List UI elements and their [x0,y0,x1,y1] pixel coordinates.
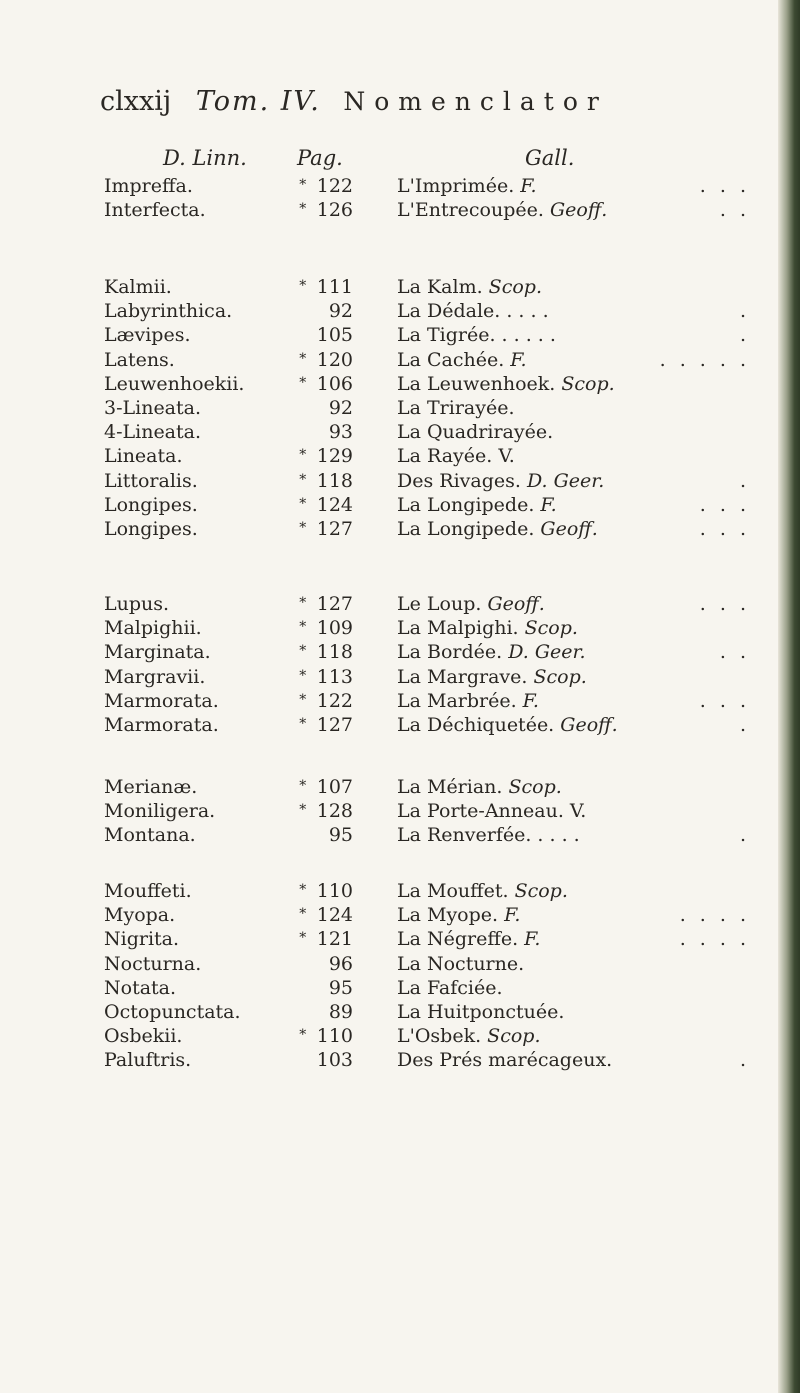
asterisk-mark: * [299,278,307,294]
latin-name: Mouffeti. [104,880,192,902]
asterisk-mark: * [299,350,307,367]
french-name [397,690,539,712]
page-value: 92 [322,397,353,419]
french-name [397,641,586,663]
french-name [397,445,515,467]
french-text: La Mérian. [397,776,503,798]
french-name [397,324,556,346]
french-text: L'Osbek. [397,1025,482,1048]
french-text: Des Prés marécageux. [397,1049,613,1072]
asterisk-mark: * [299,447,307,464]
french-text: La Leuwenhoek. [397,372,556,395]
leader-dots: . . [719,199,750,222]
page-value: 126 [310,199,353,222]
page-ref [283,175,353,197]
table-row [0,714,780,742]
asterisk-mark: * [299,1027,307,1044]
french-name [397,904,520,926]
page-ref [283,470,353,492]
leader-dots: . [739,714,750,736]
leader-dots: . . . [699,493,750,516]
page-value: 96 [322,952,353,975]
page-ref [283,928,353,950]
asterisk-mark: * [299,691,307,708]
author-abbrev: F. [504,348,527,371]
french-text: La Bordée. [397,641,503,664]
page-ref [283,666,353,688]
asterisk-mark: * [299,778,307,794]
page-value: 127 [310,714,353,736]
page-value: 95 [322,976,353,999]
column-header-linnaeus: D. Linn. [163,146,247,170]
asterisk-mark: * [299,906,307,923]
french-name [397,928,540,950]
asterisk-mark: * [299,882,307,898]
asterisk-mark: * [299,802,307,819]
author-abbrev: F. [498,904,521,927]
leader-dots: . . . [699,689,750,712]
page-value: 113 [310,665,353,688]
leader-dots: . [739,324,750,347]
leader-dots: . . . . [679,904,750,927]
french-text: Le Loup. [397,593,482,615]
latin-name: Marmorata. [104,689,219,712]
page-value: 118 [310,469,353,492]
latin-name: Marmorata. [104,714,219,736]
french-name [397,300,549,322]
author-abbrev: Geoff. [534,518,598,540]
author-abbrev: F. [516,689,539,712]
latin-name: Longipes. [104,493,198,516]
page-ref [283,349,353,371]
french-name [397,397,515,419]
author-abbrev: Scop. [502,776,562,798]
latin-name: Notata. [104,976,177,999]
page-ref [283,445,353,467]
french-name [397,175,537,197]
french-text: L'Imprimée. [397,175,515,197]
author-abbrev: Scop. [481,1025,541,1048]
page-value: 118 [310,641,353,664]
tome-label: Tom. IV. [195,86,321,117]
page-value: 121 [310,928,353,951]
leader-dots: . [739,824,750,847]
page-value: 127 [310,518,353,540]
french-text: La Rayée. V. [397,445,515,468]
asterisk-mark: * [299,643,307,660]
leader-dots: . [739,300,750,323]
author-abbrev: Scop. [555,372,615,395]
latin-name: Littoralis. [104,469,198,492]
latin-name: Lineata. [104,445,183,468]
table-row [0,199,780,227]
page-value: 120 [310,348,353,371]
latin-name: Leuwenhoekii. [104,372,245,395]
page-value: 129 [310,445,353,468]
french-text: La Mouffet. [397,880,509,902]
leader-dots: . . . . [679,928,750,951]
page-ref [283,373,353,395]
french-name [397,880,568,902]
page-ref [283,880,353,902]
page-edge-shadow [778,0,800,1393]
french-text: La Longipede. [397,493,535,516]
page-ref [283,824,353,846]
page-ref [283,494,353,516]
french-text: La Renverfée. . . . . [397,824,580,847]
latin-name: Interfecta. [104,199,206,222]
leader-dots: . . . [699,175,750,197]
french-name [397,421,553,443]
page-ref [283,518,353,540]
latin-name: Paluftris. [104,1049,192,1072]
page-ref [283,617,353,639]
page-value: 103 [310,1049,353,1072]
asterisk-mark: * [299,619,307,636]
page-value: 106 [310,372,353,395]
column-header-page: Pag. [297,146,343,170]
leader-dots: . . . [699,518,750,540]
asterisk-mark: * [299,716,307,732]
latin-name: 4-Lineata. [104,421,202,444]
asterisk-mark: * [299,177,307,193]
french-name [397,1001,564,1023]
page-ref [283,800,353,822]
page-ref [283,593,353,615]
french-text: L'Entrecoupée. [397,199,544,222]
asterisk-mark: * [299,520,307,536]
french-name [397,824,580,846]
french-name [397,276,542,298]
page-value: 124 [310,493,353,516]
latin-name: Moniligera. [104,800,216,823]
latin-name: Octopunctata. [104,1001,241,1023]
latin-name: Labyrinthica. [104,300,233,323]
page-value: 107 [310,776,353,798]
leader-dots: . . [719,641,750,664]
table-row [0,1049,780,1077]
french-name [397,349,527,371]
page-value: 124 [310,904,353,927]
french-name [397,593,545,615]
page-ref [283,1001,353,1023]
page-ref [283,421,353,443]
asterisk-mark: * [299,667,307,684]
asterisk-mark: * [299,374,307,391]
author-abbrev: Scop. [482,276,542,298]
author-abbrev: F. [514,175,537,197]
latin-name: Malpighii. [104,617,202,640]
leader-dots: . . . [699,593,750,615]
french-name [397,714,618,736]
asterisk-mark: * [299,595,307,611]
latin-name: Myopa. [104,904,176,927]
page-value: 111 [310,276,353,298]
french-text: La Déchiquetée. [397,714,555,736]
page-value: 93 [322,421,353,444]
latin-name: Longipes. [104,518,198,540]
french-text: La Tigrée. . . . . . [397,324,556,347]
french-name [397,953,524,975]
asterisk-mark: * [299,495,307,512]
french-text: Des Rivages. [397,469,521,492]
author-abbrev: Geoff. [481,593,545,615]
latin-name: 3-Lineata. [104,397,202,419]
page-value: 127 [310,593,353,615]
page-value: 122 [310,175,353,197]
leader-dots: . . . . . [659,348,750,371]
page-value: 105 [310,324,353,347]
latin-name: Margravii. [104,665,206,688]
page-ref [283,1025,353,1047]
page-number: clxxij [100,86,172,117]
page-ref [283,641,353,663]
page-value: 110 [310,1025,353,1048]
french-text: La Longipede. [397,518,535,540]
page-value: 109 [310,617,353,640]
page-ref [283,324,353,346]
author-abbrev: Geoff. [543,199,608,222]
page-ref [283,776,353,798]
asterisk-mark: * [299,471,307,488]
french-name [397,617,578,639]
french-text: La Porte-Anneau. V. [397,800,587,823]
french-text: La Fafciée. [397,976,503,999]
latin-name: Merianæ. [104,776,198,798]
french-name [397,666,587,688]
asterisk-mark: * [299,201,307,218]
header-title: Nomenclator [343,87,608,116]
page-value: 89 [322,1001,353,1023]
table-row [0,518,780,546]
french-name [397,373,615,395]
author-abbrev: Scop. [518,617,578,640]
french-name [397,800,586,822]
author-abbrev: Geoff. [554,714,618,736]
french-name [397,494,557,516]
french-text: La Cachée. [397,348,505,371]
page-ref [283,953,353,975]
leader-dots: . [739,469,750,492]
french-text: La Nocturne. [397,952,525,975]
latin-name: Latens. [104,348,175,371]
french-text: La Dédale. . . . . [397,300,549,323]
asterisk-mark: * [299,930,307,947]
french-name [397,1025,540,1047]
running-header [100,86,780,117]
page-value: 122 [310,689,353,712]
page-ref [283,690,353,712]
french-text: La Trirayée. [397,397,515,419]
french-text: La Marbrée. [397,689,517,712]
latin-name: Nigrita. [104,928,180,951]
latin-name: Kalmii. [104,276,172,298]
author-abbrev: Scop. [527,665,587,688]
page-value: 95 [322,824,353,847]
page-ref [283,904,353,926]
french-text: La Kalm. [397,276,483,298]
latin-name: Osbekii. [104,1025,183,1048]
leader-dots: . [739,1049,750,1072]
author-abbrev: D. Geer. [520,469,605,492]
latin-name: Montana. [104,824,196,847]
page-ref [283,276,353,298]
column-header-gallic: Gall. [525,146,575,170]
author-abbrev: D. Geer. [502,641,586,664]
french-name [397,518,598,540]
french-text: La Malpighi. [397,617,519,640]
page-ref [283,714,353,736]
french-name [397,977,502,999]
latin-name: Nocturna. [104,952,202,975]
french-text: La Négreffe. [397,928,519,951]
latin-name: Marginata. [104,641,211,664]
latin-name: Lævipes. [104,324,191,347]
latin-name: Impreffa. [104,175,193,197]
french-text: La Huitponctuée. [397,1001,565,1023]
french-text: La Quadrirayée. [397,421,554,444]
page-ref [283,1049,353,1071]
page-ref [283,397,353,419]
page-value: 110 [310,880,353,902]
author-abbrev: F. [518,928,541,951]
page-value: 128 [310,800,353,823]
page-value: 92 [322,300,353,323]
author-abbrev: F. [534,493,557,516]
french-name [397,470,604,492]
french-name [397,776,562,798]
page-ref [283,300,353,322]
french-text: La Myope. [397,904,499,927]
page-ref [283,977,353,999]
latin-name: Lupus. [104,593,170,615]
french-text: La Margrave. [397,665,528,688]
french-name [397,1049,612,1071]
table-row [0,824,780,852]
author-abbrev: Scop. [508,880,568,902]
french-name [397,199,607,221]
page-ref [283,199,353,221]
